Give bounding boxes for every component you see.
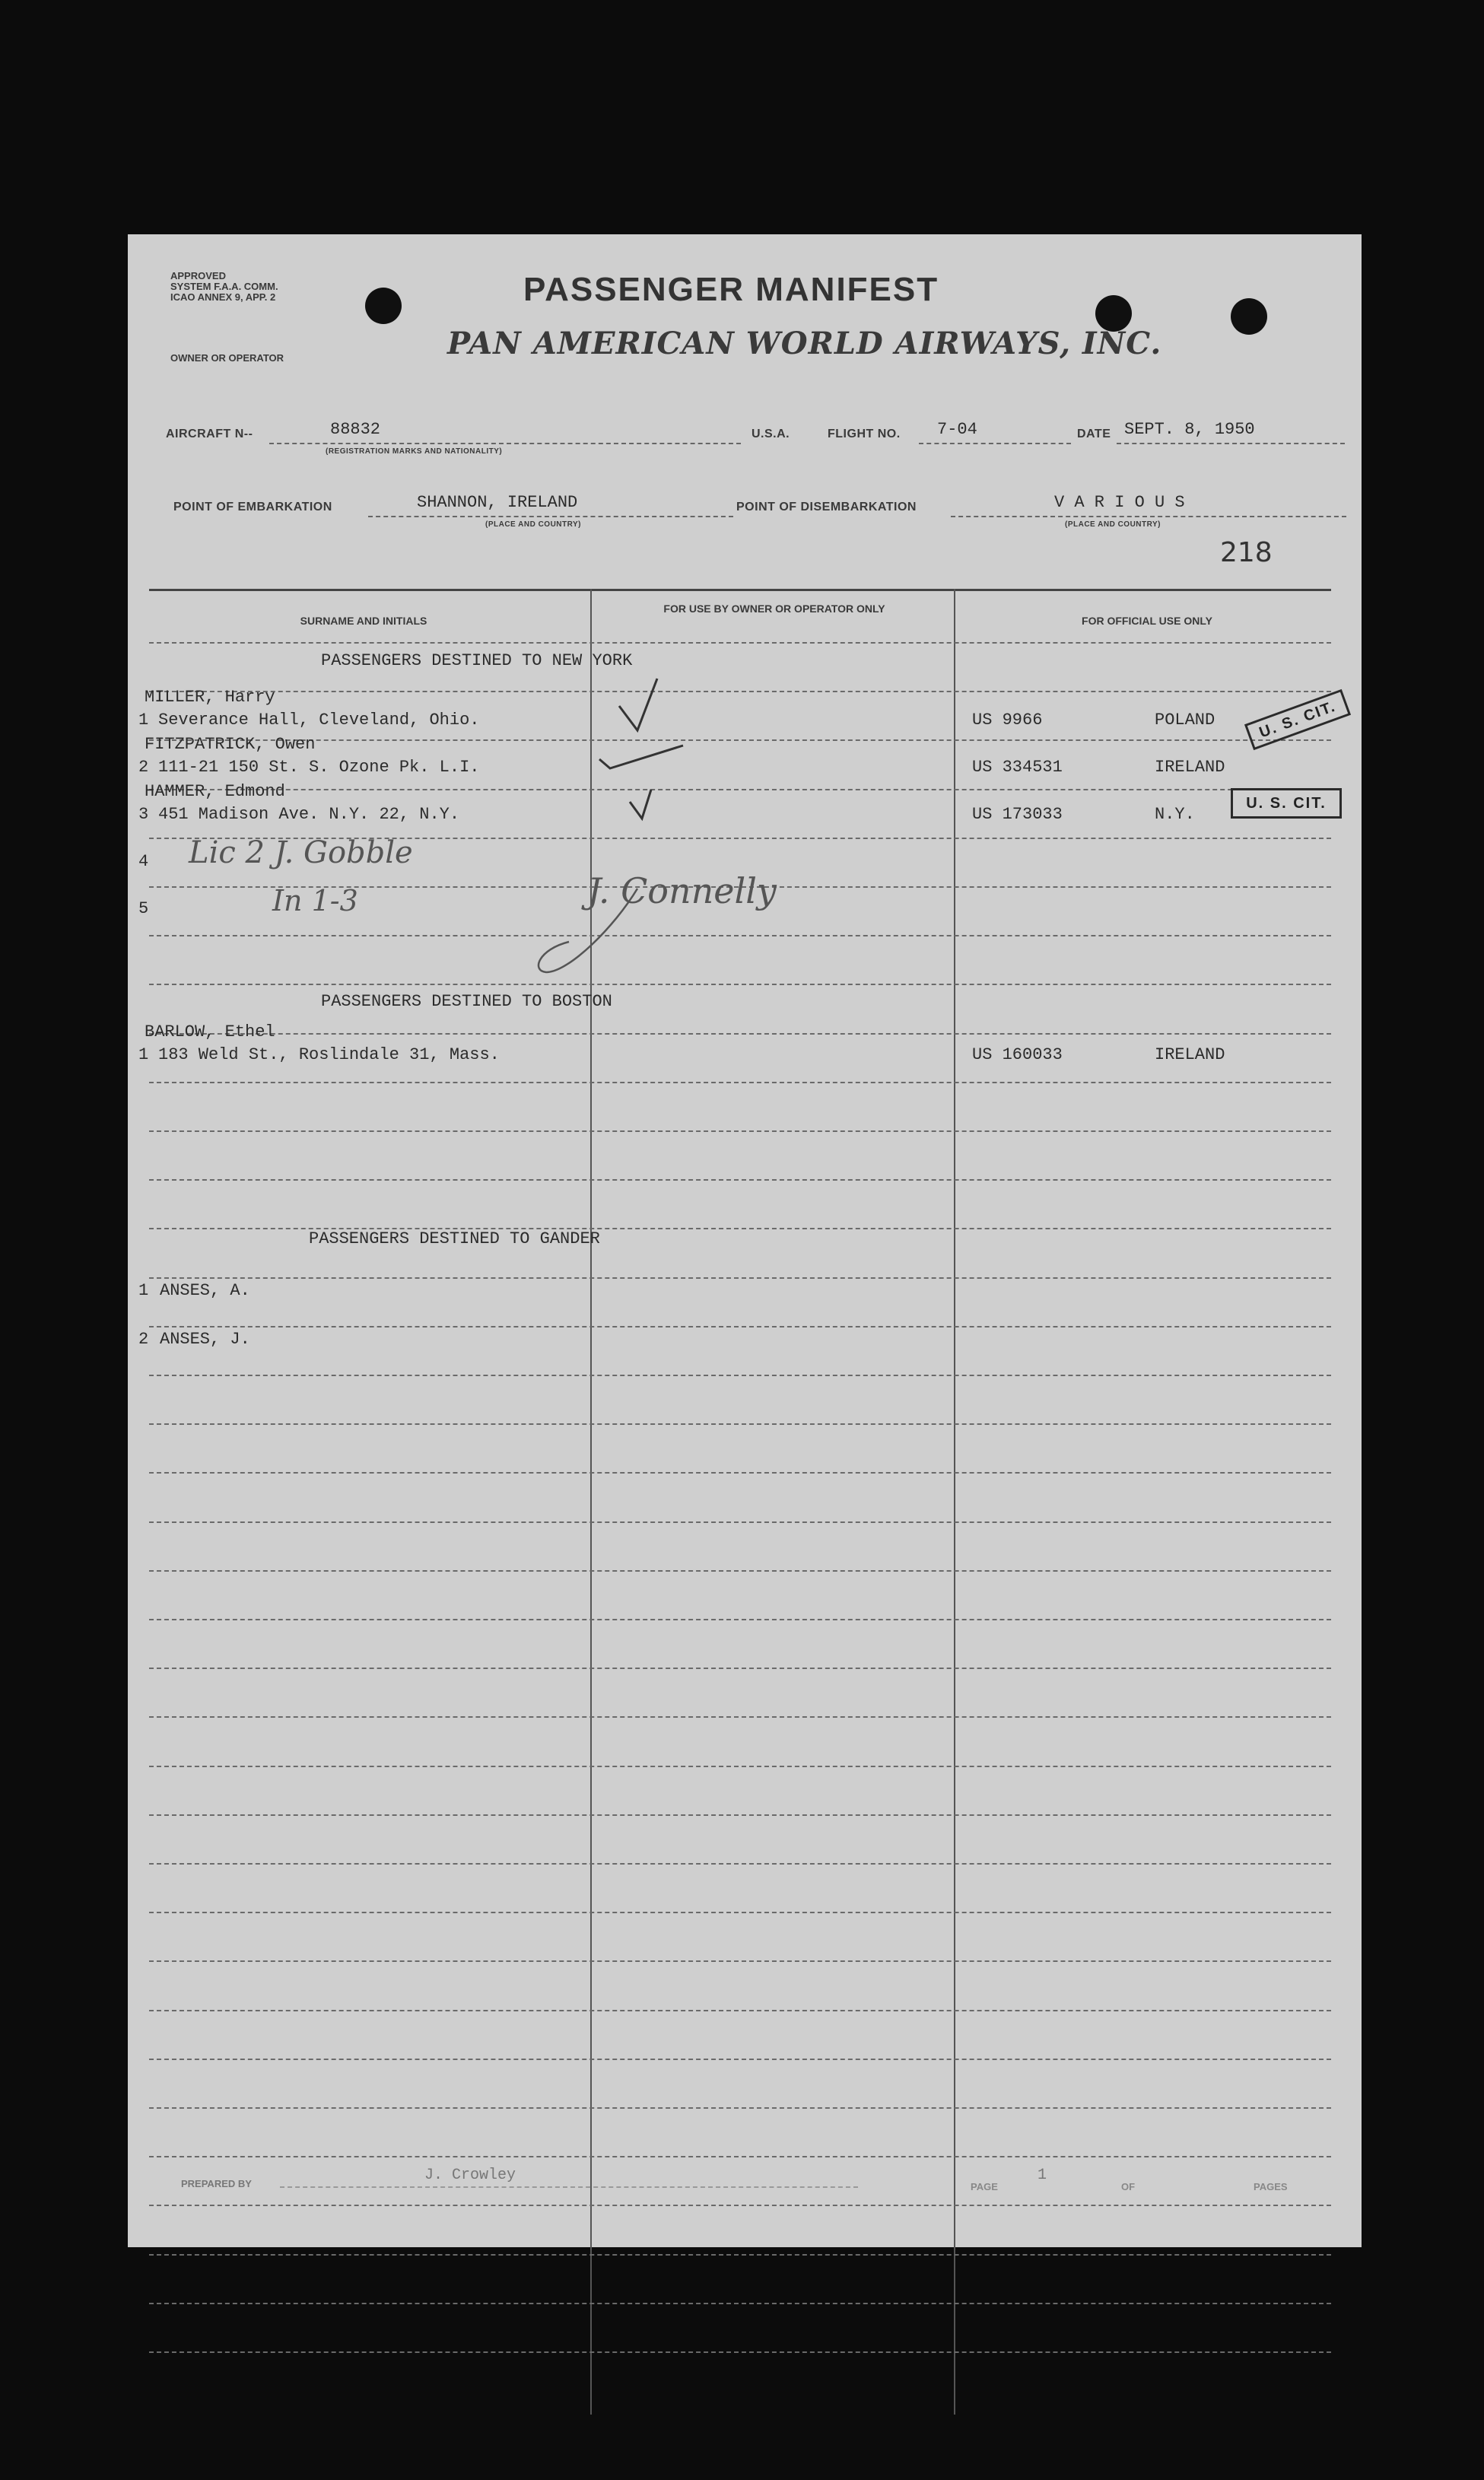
ruled-line [149,2059,1331,2060]
table-top-rule [149,589,1331,591]
passenger-number: 2 [138,1330,149,1349]
passenger-doc: US 9966 [972,711,1043,730]
passenger-origin: N.Y. [1155,805,1195,824]
passenger-number: 1 [138,1045,149,1064]
approval-note: APPROVED SYSTEM F.A.A. COMM. ICAO ANNEX 9, APP. 2 [170,270,278,303]
disembarkation-sublabel: (PLACE AND COUNTRY) [1065,520,1161,529]
ruled-line [149,1082,1331,1083]
passenger-doc: US 160033 [972,1045,1063,1064]
ruled-line [149,1375,1331,1376]
aircraft-field [269,420,741,444]
ruled-line [149,2107,1331,2109]
ruled-line [149,1326,1331,1327]
aircraft-value: 88832 [330,420,381,439]
passenger-address: Severance Hall, Cleveland, Ohio. [158,711,480,730]
page-value: 1 [1038,2167,1047,2184]
handwritten-signature: J. Connelly [587,870,777,911]
row-number: 4 [138,852,149,871]
check-marks [584,660,797,843]
ruled-line [149,935,1331,936]
passenger-number: 1 [138,711,149,730]
section-heading-gander: PASSENGERS DESTINED TO GANDER [309,1229,600,1248]
prepared-by-line [280,2186,858,2188]
ruled-line [149,1619,1331,1620]
passenger-address: 111-21 150 St. S. Ozone Pk. L.I. [158,758,480,777]
embarkation-field [368,493,733,517]
manifest-sheet [128,234,1362,2247]
handwritten-note: In 1-3 [272,884,358,917]
ruled-line [149,642,1331,644]
section-heading-boston: PASSENGERS DESTINED TO BOSTON [321,992,612,1011]
ruled-line [149,1033,1331,1035]
ruled-line [149,1960,1331,1962]
passenger-name: ANSES, J. [160,1330,250,1349]
column-divider [954,589,955,2415]
passenger-name: MILLER, Harry [145,688,275,707]
column-divider [590,589,592,2415]
ruled-line [149,1277,1331,1279]
handwritten-note: Lic 2 J. Gobble [189,835,413,870]
column-header-official-use: FOR OFFICIAL USE ONLY [1082,615,1212,627]
pages-label: PAGES [1254,2181,1288,2192]
ruled-line [149,1716,1331,1718]
passenger-origin: POLAND [1155,711,1215,730]
us-citizen-stamp: U. S. CIT. [1231,788,1342,819]
section-heading-new-york: PASSENGERS DESTINED TO NEW YORK [321,651,633,670]
row-number: 5 [138,899,149,918]
flight-value: 7-04 [937,420,977,439]
check-mark [619,679,657,730]
passenger-address: 451 Madison Ave. N.Y. 22, N.Y. [158,805,460,824]
ruled-line [149,2205,1331,2206]
date-label: DATE [1077,428,1111,440]
passenger-address: 183 Weld St., Roslindale 31, Mass. [158,1045,500,1064]
flight-label: FLIGHT NO. [828,428,901,440]
flight-field [919,420,1071,444]
ruled-line [149,2351,1331,2353]
embarkation-sublabel: (PLACE AND COUNTRY) [485,520,581,529]
ruled-line [149,1766,1331,1767]
ruled-line [149,1570,1331,1572]
passenger-doc: US 173033 [972,805,1063,824]
ruled-line [149,2156,1331,2157]
passenger-doc: US 334531 [972,758,1063,777]
sheet-number: 218 [1220,537,1273,568]
ruled-line [149,1668,1331,1669]
date-field [1117,420,1345,444]
ruled-line [149,1179,1331,1181]
check-mark [599,746,683,768]
date-value: SEPT. 8, 1950 [1124,420,1255,439]
ruled-line [149,1814,1331,1816]
disembarkation-field [951,493,1346,517]
of-label: OF [1121,2181,1136,2192]
check-mark [630,790,651,819]
owner-label: OWNER OR OPERATOR [170,352,284,364]
aircraft-sublabel: (REGISTRATION MARKS AND NATIONALITY) [326,447,503,456]
ruled-line [149,2254,1331,2256]
ruled-line [149,2303,1331,2304]
aircraft-label: AIRCRAFT N-- [166,428,253,440]
page-title: PASSENGER MANIFEST [523,271,939,308]
passenger-name: BARLOW, Ethel [145,1022,275,1041]
ruled-line [149,1863,1331,1865]
punch-hole [365,288,402,324]
country-label: U.S.A. [752,428,790,440]
ruled-line [149,1472,1331,1474]
signature-flourish [523,881,675,987]
ruled-line [149,1912,1331,1913]
airline-name: PAN AMERICAN WORLD AIRWAYS, INC. [447,326,1162,361]
passenger-name: ANSES, A. [160,1281,250,1300]
passenger-number: 2 [138,758,149,777]
prepared-by-value: J. Crowley [424,2167,516,2184]
ruled-line [149,2010,1331,2011]
embarkation-label: POINT OF EMBARKATION [173,501,332,513]
passenger-name: FITZPATRICK, Owen [145,735,316,754]
column-header-surname: SURNAME AND INITIALS [300,615,427,627]
us-citizen-stamp: U. S. CIT. [1244,689,1351,750]
passenger-number: 1 [138,1281,149,1300]
disembarkation-label: POINT OF DISEMBARKATION [736,501,917,513]
prepared-by-label: PREPARED BY [181,2178,252,2189]
ruled-line [149,984,1331,985]
embarkation-value: SHANNON, IRELAND [417,493,578,512]
disembarkation-value: V A R I O U S [1054,493,1185,512]
ruled-line [149,1521,1331,1523]
passenger-name: HAMMER, Edmond [145,782,285,801]
ruled-line [149,1423,1331,1425]
passenger-origin: IRELAND [1155,1045,1225,1064]
punch-hole [1231,298,1267,335]
column-header-owner-use: FOR USE BY OWNER OR OPERATOR ONLY [663,603,885,615]
passenger-number: 3 [138,805,149,824]
passenger-origin: IRELAND [1155,758,1225,777]
ruled-line [149,1130,1331,1132]
page-label: PAGE [971,2181,998,2192]
